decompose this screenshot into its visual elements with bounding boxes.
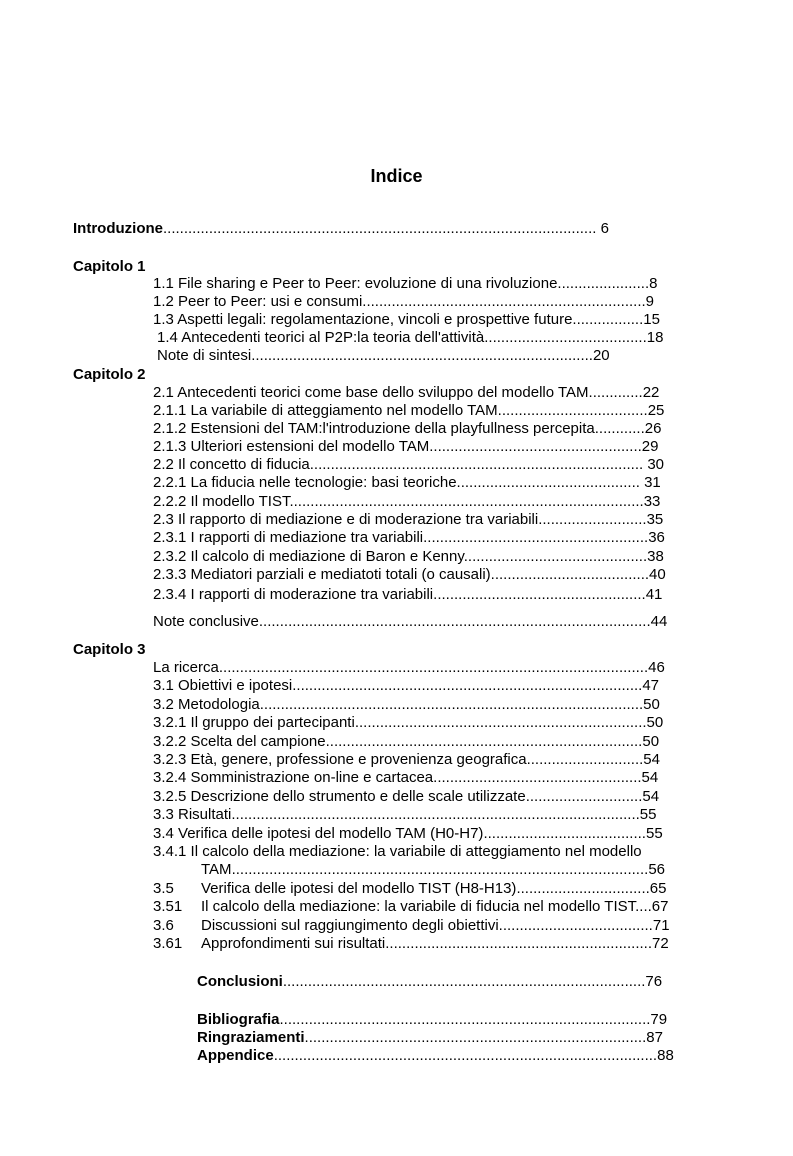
toc-entry[interactable] — [153, 843, 642, 861]
toc-page: 55 — [639, 806, 657, 823]
toc-page: 76 — [645, 973, 663, 990]
toc-text: 3.3 Risultati — [153, 806, 232, 823]
toc-page: 67 — [651, 898, 669, 915]
toc-dots: .................................................................................................. — [231, 806, 640, 823]
toc-page: 36 — [648, 529, 665, 546]
toc-ringraziamenti[interactable] — [197, 1029, 663, 1047]
toc-entry[interactable] — [157, 329, 663, 347]
toc-label: Appendice — [197, 1047, 274, 1064]
toc-dots: ............................................................................ — [325, 733, 643, 750]
toc-page: 65 — [649, 880, 667, 897]
chapter-heading: Capitolo 2 — [73, 366, 146, 383]
toc-page: 72 — [651, 935, 669, 952]
toc-label: Ringraziamenti — [197, 1029, 305, 1046]
toc-page: 18 — [646, 329, 664, 346]
toc-page: 41 — [645, 586, 663, 603]
toc-dots: ....................................................................................................... — [218, 659, 649, 676]
toc-text: Il calcolo della mediazione: la variabile di fiducia nel modello TIST — [201, 898, 636, 915]
toc-text: La ricerca — [153, 659, 219, 676]
toc-num: 3.61 — [153, 935, 183, 952]
toc-text: 3.2 Metodologia — [153, 696, 260, 713]
toc-dots: ............................................................................................ — [259, 696, 644, 713]
toc-dots: .................................................................................. — [251, 347, 593, 364]
toc-dots: ..................................................................................... — [289, 493, 644, 510]
toc-page: 22 — [642, 384, 660, 401]
toc-page: 55 — [645, 825, 663, 842]
toc-entry[interactable] — [153, 788, 659, 806]
toc-text: 3.4.1 Il calcolo della mediazione: la variabile di atteggiamento nel modello — [153, 843, 642, 860]
toc-page: 87 — [646, 1029, 663, 1046]
toc-num: 3.51 — [153, 898, 183, 915]
toc-entry[interactable] — [153, 769, 658, 787]
toc-entry[interactable] — [153, 293, 654, 311]
toc-entry[interactable] — [153, 935, 669, 953]
toc-page: 56 — [648, 861, 665, 878]
toc-text: 2.1.1 La variabile di atteggiamento nel modello TAM — [153, 402, 498, 419]
toc-entry[interactable] — [153, 659, 665, 677]
toc-dots: ...................................................... — [423, 529, 649, 546]
toc-entry[interactable] — [153, 275, 657, 293]
toc-dots: .................................................................................................... — [231, 861, 649, 878]
toc-label: Conclusioni — [197, 973, 283, 990]
toc-conclusioni[interactable] — [197, 973, 662, 991]
toc-page: 40 — [649, 566, 666, 583]
toc-page: 88 — [657, 1047, 674, 1064]
toc-entry[interactable] — [153, 384, 659, 402]
toc-entry[interactable] — [153, 733, 659, 751]
toc-entry[interactable] — [153, 420, 661, 438]
toc-page: 47 — [642, 677, 660, 694]
toc-entry[interactable] — [153, 880, 666, 898]
toc-dots: ................. — [572, 311, 644, 328]
toc-text: 2.2.2 Il modello TIST — [153, 493, 290, 510]
toc-dots: ............................ — [525, 788, 643, 805]
toc-text: 2.1.2 Estensioni del TAM:l'introduzione della playfullness percepita — [153, 420, 595, 437]
toc-dots: ............ — [594, 420, 645, 437]
toc-entry[interactable] — [157, 347, 610, 365]
toc-dots: .................................................. — [433, 769, 642, 786]
toc-page: 30 — [643, 456, 665, 473]
toc-introduzione[interactable] — [73, 220, 609, 238]
toc-page: 46 — [648, 659, 665, 676]
toc-text: 1.3 Aspetti legali: regolamentazione, vincoli e prospettive future — [153, 311, 573, 328]
toc-dots: ...................... — [557, 275, 650, 292]
toc-text: 1.2 Peer to Peer: usi e consumi — [153, 293, 363, 310]
toc-entry[interactable] — [153, 751, 660, 769]
toc-dots: .......................... — [538, 511, 647, 528]
toc-dots: ............. — [588, 384, 643, 401]
toc-page: 25 — [647, 402, 665, 419]
toc-page: 38 — [647, 548, 664, 565]
toc-page: 50 — [646, 714, 664, 731]
toc-text: Note di sintesi — [157, 347, 252, 364]
toc-dots: ..................................... — [498, 917, 653, 934]
toc-text: Note conclusive — [153, 613, 259, 630]
toc-text: Verifica delle ipotesi del modello TIST (H8-H13) — [201, 880, 517, 897]
toc-page: 50 — [643, 696, 660, 713]
toc-text: 2.2 Il concetto di fiducia — [153, 456, 310, 473]
toc-text: 3.2.1 Il gruppo dei partecipanti — [153, 714, 355, 731]
toc-entry[interactable] — [201, 861, 665, 879]
toc-dots: ....................................................................................... — [282, 973, 646, 990]
toc-entry[interactable] — [153, 529, 665, 547]
toc-entry[interactable] — [153, 402, 664, 420]
toc-page: 54 — [641, 769, 659, 786]
toc-num: 3.5 — [153, 880, 174, 897]
toc-dots: ....................................... — [484, 329, 647, 346]
toc-page: 6 — [600, 220, 609, 237]
toc-dots: ................................................................ — [385, 935, 652, 952]
chapter-heading: Capitolo 3 — [73, 641, 146, 658]
toc-text: 3.1 Obiettivi e ipotesi — [153, 677, 293, 694]
toc-entry[interactable] — [153, 456, 664, 474]
toc-dots: ........................................................................................................ — [163, 220, 597, 237]
toc-dots: .................................................................................... — [292, 677, 643, 694]
toc-page: 71 — [652, 917, 670, 934]
toc-text: 3.4 Verifica delle ipotesi del modello TAM (H0-H7) — [153, 825, 484, 842]
toc-entry[interactable] — [153, 677, 659, 695]
toc-text: 3.2.4 Somministrazione on-line e cartacea — [153, 769, 434, 786]
toc-text: 2.3.3 Mediatori parziali e mediatoti totali (o causali) — [153, 566, 491, 583]
toc-entry[interactable] — [153, 825, 663, 843]
toc-appendice[interactable] — [197, 1047, 674, 1065]
toc-page: 9 — [645, 293, 655, 310]
toc-entry[interactable] — [153, 438, 658, 456]
toc-page: 33 — [643, 493, 661, 510]
toc-dots: ................................................... — [433, 586, 646, 603]
toc-dots: ............................ — [526, 751, 644, 768]
toc-page: 8 — [649, 275, 658, 292]
toc-text: 2.3 Il rapporto di mediazione e di moderazione tra variabili — [153, 511, 539, 528]
toc-text: 3.2.2 Scelta del campione — [153, 733, 326, 750]
toc-page: 54 — [643, 751, 660, 768]
toc-page: 29 — [641, 438, 659, 455]
toc-dots: ............................................ — [463, 548, 648, 565]
toc-page: 79 — [650, 1011, 668, 1028]
toc-dots: .................................... — [497, 402, 648, 419]
toc-dots: ....................................... — [483, 825, 646, 842]
toc-dots: .................................................................... — [362, 293, 646, 310]
toc-page: 54 — [642, 788, 660, 805]
toc-text: 3.2.3 Età, genere, professione e provenienza geografica — [153, 751, 527, 768]
chapter-heading: Capitolo 1 — [73, 258, 146, 275]
toc-dots: .... — [635, 898, 652, 915]
toc-entry[interactable] — [153, 714, 663, 732]
toc-page: 15 — [643, 311, 660, 328]
toc-text: 1.1 File sharing e Peer to Peer: evoluzione di una rivoluzione — [153, 275, 558, 292]
toc-text: 2.3.2 Il calcolo di mediazione di Baron e Kenny — [153, 548, 464, 565]
toc-page: 50 — [642, 733, 660, 750]
toc-text: 3.2.5 Descrizione dello strumento e delle scale utilizzate — [153, 788, 526, 805]
toc-page: 44 — [650, 613, 668, 630]
toc-page: 35 — [646, 511, 664, 528]
toc-dots: ...................................... — [490, 566, 650, 583]
toc-text: 2.2.1 La fiducia nelle tecnologie: basi teoriche — [153, 474, 457, 491]
toc-entry[interactable] — [153, 566, 666, 584]
toc-entry[interactable] — [153, 917, 670, 935]
toc-text: 2.3.1 I rapporti di mediazione tra variabili — [153, 529, 424, 546]
toc-entry[interactable] — [153, 613, 667, 631]
toc-label: Bibliografia — [197, 1011, 280, 1028]
toc-dots: ................................ — [516, 880, 650, 897]
toc-entry[interactable] — [153, 898, 668, 916]
toc-entry[interactable] — [153, 311, 660, 329]
toc-dots: ......................................................................................... — [279, 1011, 651, 1028]
toc-page: 31 — [639, 474, 661, 491]
toc-page: 26 — [644, 420, 662, 437]
toc-text: 1.4 Antecedenti teorici al P2P:la teoria dell'attività — [157, 329, 485, 346]
toc-text: 2.3.4 I rapporti di moderazione tra variabili — [153, 586, 434, 603]
page-title: Indice — [370, 166, 423, 186]
toc-entry[interactable] — [153, 586, 662, 604]
toc-text: Approfondimenti sui risultati — [201, 935, 386, 952]
toc-text: TAM — [201, 861, 232, 878]
toc-dots: ................................................................................ — [309, 456, 644, 473]
toc-entry[interactable] — [153, 493, 660, 511]
toc-bibliografia[interactable] — [197, 1011, 667, 1029]
toc-entry[interactable] — [153, 806, 656, 824]
toc-entry[interactable] — [153, 548, 664, 566]
toc-num: 3.6 — [153, 917, 174, 934]
toc-entry[interactable] — [153, 474, 661, 492]
toc-text: Discussioni sul raggiungimento degli obiettivi — [201, 917, 499, 934]
toc-dots: ...................................................................... — [354, 714, 647, 731]
toc-dots: .............................................................................................. — [258, 613, 651, 630]
toc-text: 2.1 Antecedenti teorici come base dello sviluppo del modello TAM — [153, 384, 589, 401]
toc-dots: .................................................................................. — [304, 1029, 647, 1046]
toc-dots: ................................................... — [429, 438, 642, 455]
toc-label: Introduzione — [73, 220, 163, 237]
toc-dots: ............................................................................................ — [273, 1047, 658, 1064]
toc-dots: ............................................ — [456, 474, 640, 491]
toc-entry[interactable] — [153, 696, 660, 714]
toc-text: 2.1.3 Ulteriori estensioni del modello TAM — [153, 438, 430, 455]
toc-page: 20 — [592, 347, 610, 364]
toc-entry[interactable] — [153, 511, 663, 529]
